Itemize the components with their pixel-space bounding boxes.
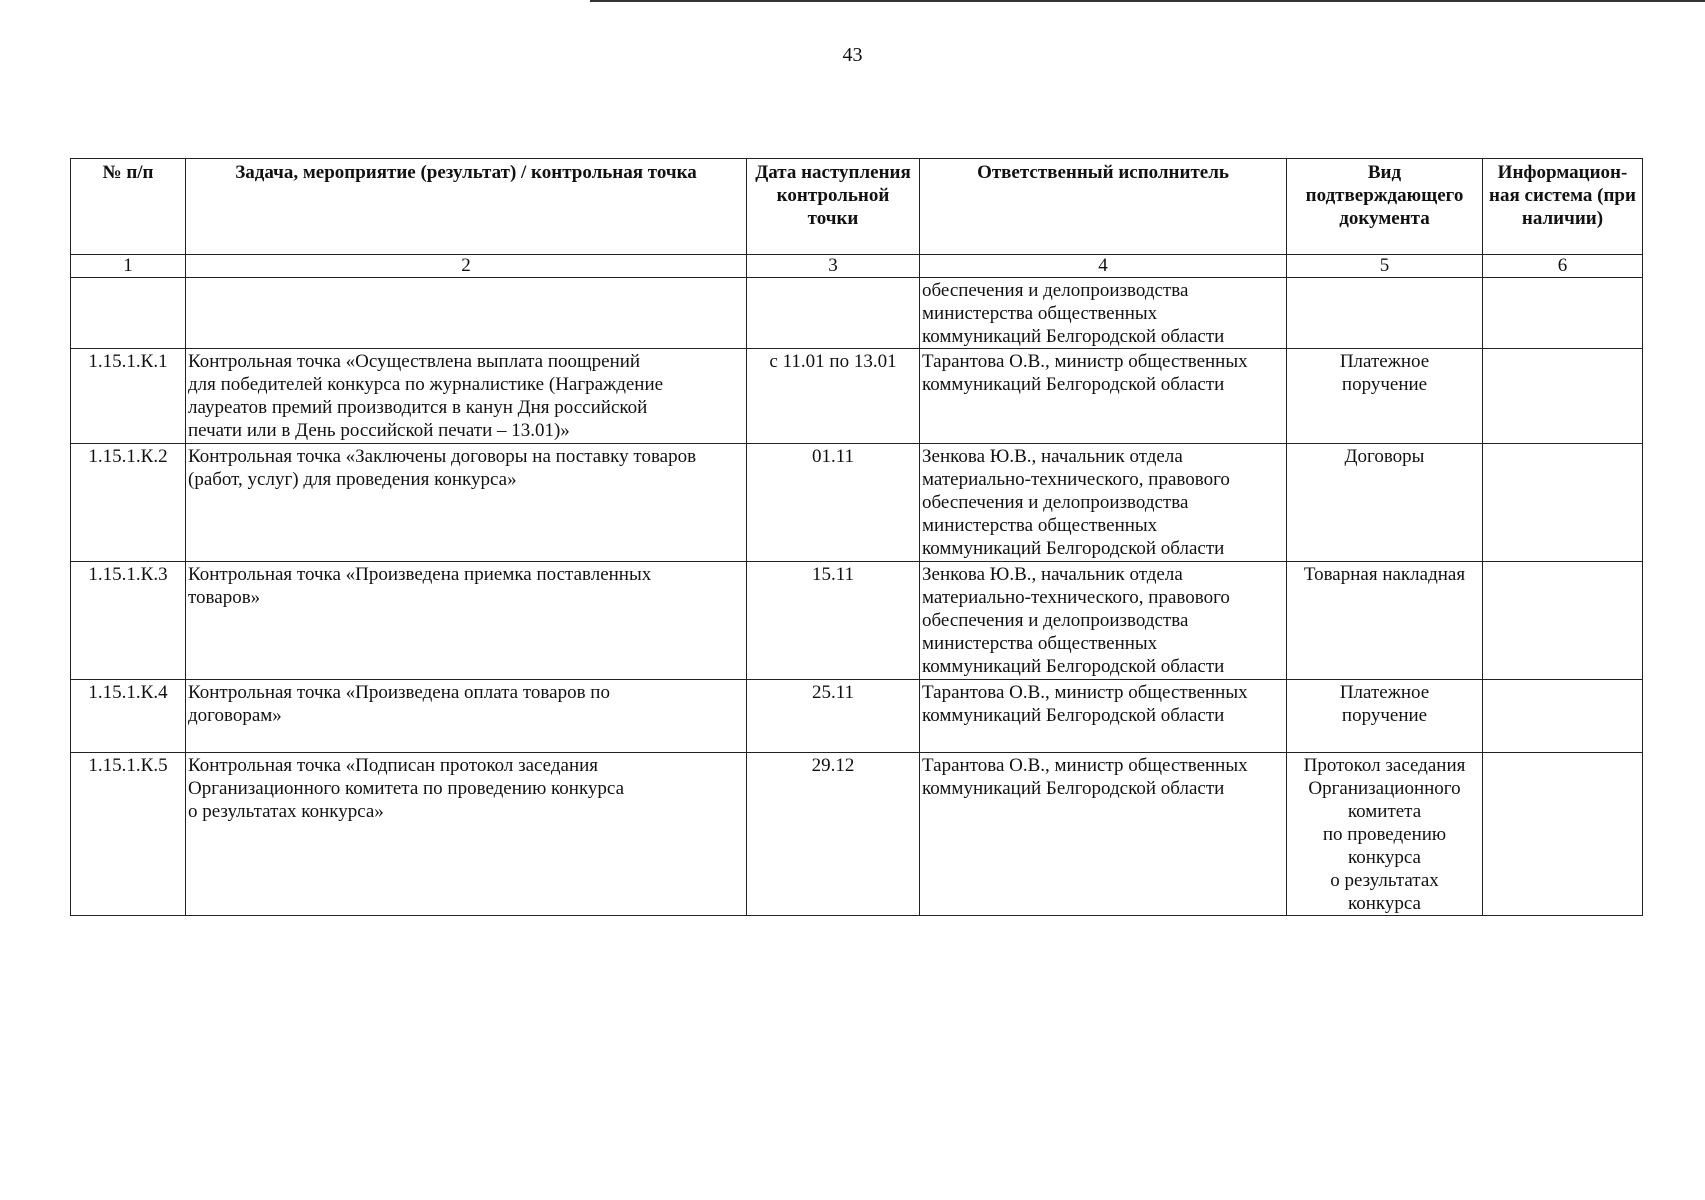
row-number: 1.15.1.К.1 — [71, 349, 186, 444]
row-task: Контрольная точка «Осуществлена выплата поощрений для победителей конкурса по журналистике (Награждение лауреатов премий производится в канун Дня российской печати или в День российской печати – 13.01)» — [186, 349, 747, 444]
row-document — [1287, 278, 1483, 349]
row-task: Контрольная точка «Произведена приемка поставленных товаров» — [186, 562, 747, 680]
header-document: Вид подтверждающего документа — [1287, 159, 1483, 255]
row-info-system — [1483, 444, 1643, 562]
row-date: 25.11 — [747, 680, 920, 753]
row-date — [747, 278, 920, 349]
column-number: 4 — [920, 255, 1287, 278]
row-number: 1.15.1.К.4 — [71, 680, 186, 753]
column-number: 3 — [747, 255, 920, 278]
column-number: 6 — [1483, 255, 1643, 278]
row-document: Договоры — [1287, 444, 1483, 562]
row-info-system — [1483, 680, 1643, 753]
row-date: с 11.01 по 13.01 — [747, 349, 920, 444]
header-date: Дата наступления контрольной точки — [747, 159, 920, 255]
header-executor: Ответственный исполнитель — [920, 159, 1287, 255]
row-date: 01.11 — [747, 444, 920, 562]
table-row — [71, 680, 1643, 753]
row-info-system — [1483, 562, 1643, 680]
row-number: 1.15.1.К.3 — [71, 562, 186, 680]
row-document: Товарная накладная — [1287, 562, 1483, 680]
column-number-row — [71, 255, 1643, 278]
table-row — [71, 753, 1643, 916]
row-number: 1.15.1.К.2 — [71, 444, 186, 562]
row-task — [186, 278, 747, 349]
row-document: Протокол заседания Организационного комитета по проведению конкурса о результатах конкурса — [1287, 753, 1483, 916]
table-row — [71, 278, 1643, 349]
header-info-system: Информацион-ная система (при наличии) — [1483, 159, 1643, 255]
table-header-row — [71, 159, 1643, 255]
row-info-system — [1483, 349, 1643, 444]
row-task: Контрольная точка «Подписан протокол заседания Организационного комитета по проведению конкурса о результатах конкурса» — [186, 753, 747, 916]
row-number — [71, 278, 186, 349]
column-number: 2 — [186, 255, 747, 278]
row-date: 15.11 — [747, 562, 920, 680]
row-info-system — [1483, 753, 1643, 916]
row-date: 29.12 — [747, 753, 920, 916]
row-task: Контрольная точка «Произведена оплата товаров по договорам» — [186, 680, 747, 753]
column-number: 1 — [71, 255, 186, 278]
row-executor: Тарантова О.В., министр общественных коммуникаций Белгородской области — [920, 680, 1287, 753]
row-task: Контрольная точка «Заключены договоры на поставку товаров (работ, услуг) для проведения конкурса» — [186, 444, 747, 562]
top-border-line — [590, 0, 1705, 2]
table-row — [71, 349, 1643, 444]
row-number: 1.15.1.К.5 — [71, 753, 186, 916]
row-document: Платежное поручение — [1287, 349, 1483, 444]
row-info-system — [1483, 278, 1643, 349]
header-task: Задача, мероприятие (результат) / контрольная точка — [186, 159, 747, 255]
row-executor: Тарантова О.В., министр общественных коммуникаций Белгородской области — [920, 753, 1287, 916]
row-document: Платежное поручение — [1287, 680, 1483, 753]
table-row — [71, 562, 1643, 680]
control-points-table — [70, 158, 1643, 916]
table-row — [71, 444, 1643, 562]
row-executor: Тарантова О.В., министр общественных коммуникаций Белгородской области — [920, 349, 1287, 444]
row-executor: Зенкова Ю.В., начальник отдела материально-технического, правового обеспечения и делопроизводства министерства общественных коммуникаций Белгородской области — [920, 562, 1287, 680]
column-number: 5 — [1287, 255, 1483, 278]
row-executor: обеспечения и делопроизводства министерства общественных коммуникаций Белгородской области — [920, 278, 1287, 349]
header-number: № п/п — [71, 159, 186, 255]
page-number: 43 — [842, 44, 863, 66]
row-executor: Зенкова Ю.В., начальник отдела материально-технического, правового обеспечения и делопроизводства министерства общественных коммуникаций Белгородской области — [920, 444, 1287, 562]
